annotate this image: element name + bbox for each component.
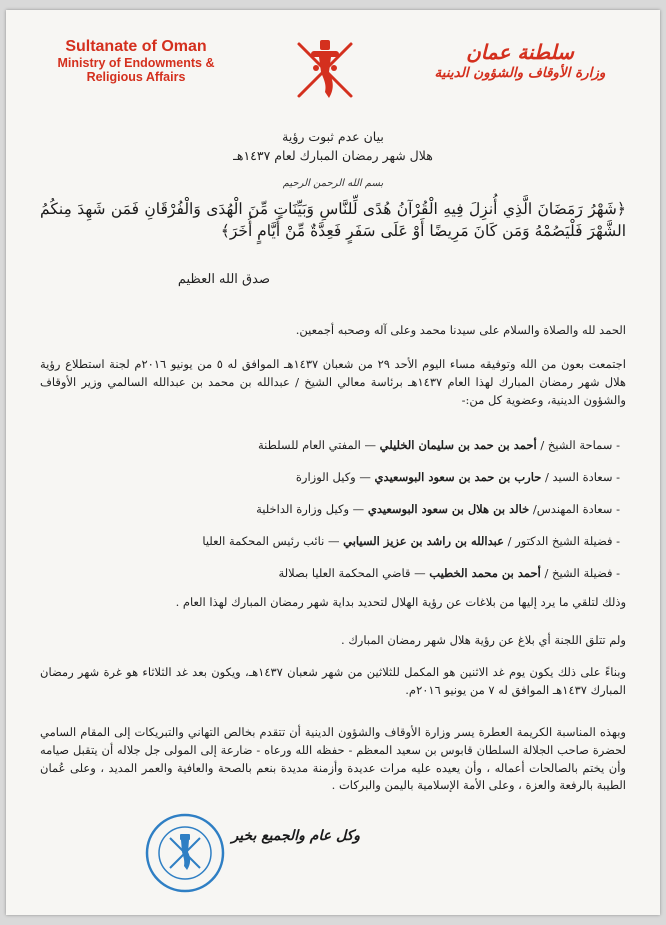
- member-name: أحمد بن محمد الخطيب: [429, 566, 541, 580]
- member-role: نائب رئيس المحكمة العليا: [202, 534, 325, 548]
- english-letterhead: [36, 38, 236, 84]
- member-title: - سماحة الشيخ /: [540, 438, 620, 452]
- member-row: - سعادة السيد / حارب بن حمد بن سعود البوسعيدي — وكيل الوزارة: [295, 470, 620, 484]
- letterhead-country: Sultanate of Oman: [65, 38, 207, 55]
- arabic-letterhead: [400, 40, 640, 82]
- quran-verse: ﴿شَهْرُ رَمَضَانَ الَّذِي أُنزِلَ فِيهِ الْقُرْآنُ هُدًى لِّلنَّاسِ وَبَيِّنَاتٍ مِّنَ الْهُدَى وَالْفُرْقَانِ فَمَن شَهِدَ مِنكُمُ الشَّهْرَ فَلْيَصُمْهُ وَمَن كَانَ مَرِيضًا أَوْ عَلَى سَفَرٍ فَعِدَّةٌ مِّنْ أَيَّامٍ أُخَرَ﴾: [40, 200, 626, 240]
- member-role: وكيل وزارة الداخلية: [256, 502, 349, 516]
- opening-praise: الحمد لله والصلاة والسلام على سيدنا محمد وعلى آله وصحبه أجمعين.: [295, 323, 626, 337]
- statement-title: [6, 128, 660, 166]
- letterhead-ministry-line1: Ministry of Endowments &: [57, 55, 215, 70]
- member-title: - فضيلة الشيخ الدكتور /: [507, 534, 620, 548]
- khanjar-emblem-icon: [289, 34, 361, 106]
- title-line2: هلال شهر رمضان المبارك لعام ١٤٣٧هـ: [233, 147, 433, 163]
- no-report-paragraph: ولم تتلق اللجنة أي بلاغ عن رؤية هلال شهر رمضان المبارك .: [341, 633, 626, 647]
- member-row: - فضيلة الشيخ الدكتور / عبدالله بن راشد بن عزيز السيابي — نائب رئيس المحكمة العليا: [202, 534, 620, 548]
- basmala: بسم الله الرحمن الرحيم: [282, 178, 384, 189]
- member-role: قاضي المحكمة العليا بصلالة: [278, 566, 411, 580]
- member-role: وكيل الوزارة: [295, 470, 356, 484]
- document-page: [6, 10, 660, 915]
- committee-paragraph: اجتمعت بعون من الله وتوفيقه مساء اليوم الأحد ٢٩ من شعبان ١٤٣٧هـ الموافق له ٥ من يونيو ٢٠١٦م لجنة استطلاع رؤية هلال شهر رمضان المبارك لهذا العام ١٤٣٧هـ برئاسة معالي الشيخ / عبدالله بن محمد بن عبدالله السالمي وزير الأوقاف والشؤون الدينية، وعضوية كل من:-: [40, 357, 626, 407]
- title-line1: بيان عدم ثبوت رؤية: [282, 129, 384, 144]
- closing-greeting: وكل عام والجميع بخير: [231, 828, 360, 844]
- member-role: المفتي العام للسلطنة: [258, 438, 361, 452]
- purpose-paragraph: وذلك لتلقي ما يرد إليها من بلاغات عن رؤية الهلال لتحديد بداية شهر رمضان المبارك لهذا العام .: [175, 595, 626, 609]
- letterhead-country-arabic: سلطنة عمان: [466, 40, 574, 64]
- member-name: أحمد بن حمد بن سليمان الخليلي: [379, 438, 537, 452]
- member-name: خالد بن هلال بن سعود البوسعيدي: [367, 502, 530, 516]
- member-row: - فضيلة الشيخ / أحمد بن محمد الخطيب — قاضي المحكمة العليا بصلالة: [278, 566, 620, 580]
- member-row: - سماحة الشيخ / أحمد بن حمد بن سليمان الخليلي — المفتي العام للسلطنة: [258, 438, 620, 452]
- letterhead-ministry-arabic: وزارة الأوقاف والشؤون الدينية: [434, 65, 606, 81]
- member-title: - سعادة السيد /: [544, 470, 620, 484]
- congratulations-paragraph: وبهذه المناسبة الكريمة العطرة يسر وزارة الأوقاف والشؤون الدينية أن تتقدم بخالص التهاني والتبريكات إلى المقام السامي لحضرة صاحب الجلالة السلطان قابوس بن سعيد المعظم - حفظه الله ورعاه - ضارعة إلى المولى جل جلاله أن يتقبل صيامه وأن يختم بالصالحات أعماله ، وأن يعيده عليه مرات عديدة وأزمنة مديدة بنعم بالصحة والعافية والعمر المديد ، وعلى عُمان الطيبة بالرفعة والعزة ، وعلى الأمة الإسلامية باليمن والبركات .: [40, 725, 626, 793]
- member-title: - فضيلة الشيخ /: [544, 566, 620, 580]
- member-name: حارب بن حمد بن سعود البوسعيدي: [374, 470, 542, 484]
- member-title: - سعادة المهندس/: [532, 502, 620, 516]
- member-name: عبدالله بن راشد بن عزيز السيابي: [343, 534, 505, 548]
- sadaq-allah: صدق الله العظيم: [177, 272, 270, 287]
- ministry-stamp-icon: [144, 812, 226, 894]
- letterhead-ministry-line2: Religious Affairs: [86, 69, 186, 84]
- member-row: - سعادة المهندس/ خالد بن هلال بن سعود البوسعيدي — وكيل وزارة الداخلية: [256, 502, 620, 516]
- decision-paragraph: وبناءً على ذلك يكون يوم غد الاثنين هو المكمل للثلاثين من شهر شعبان ١٤٣٧هـ، ويكون بعد غد الثلاثاء هو غرة شهر رمضان المبارك ١٤٣٧هـ الموافق له ٧ من يونيو ٢٠١٦م.: [40, 665, 626, 697]
